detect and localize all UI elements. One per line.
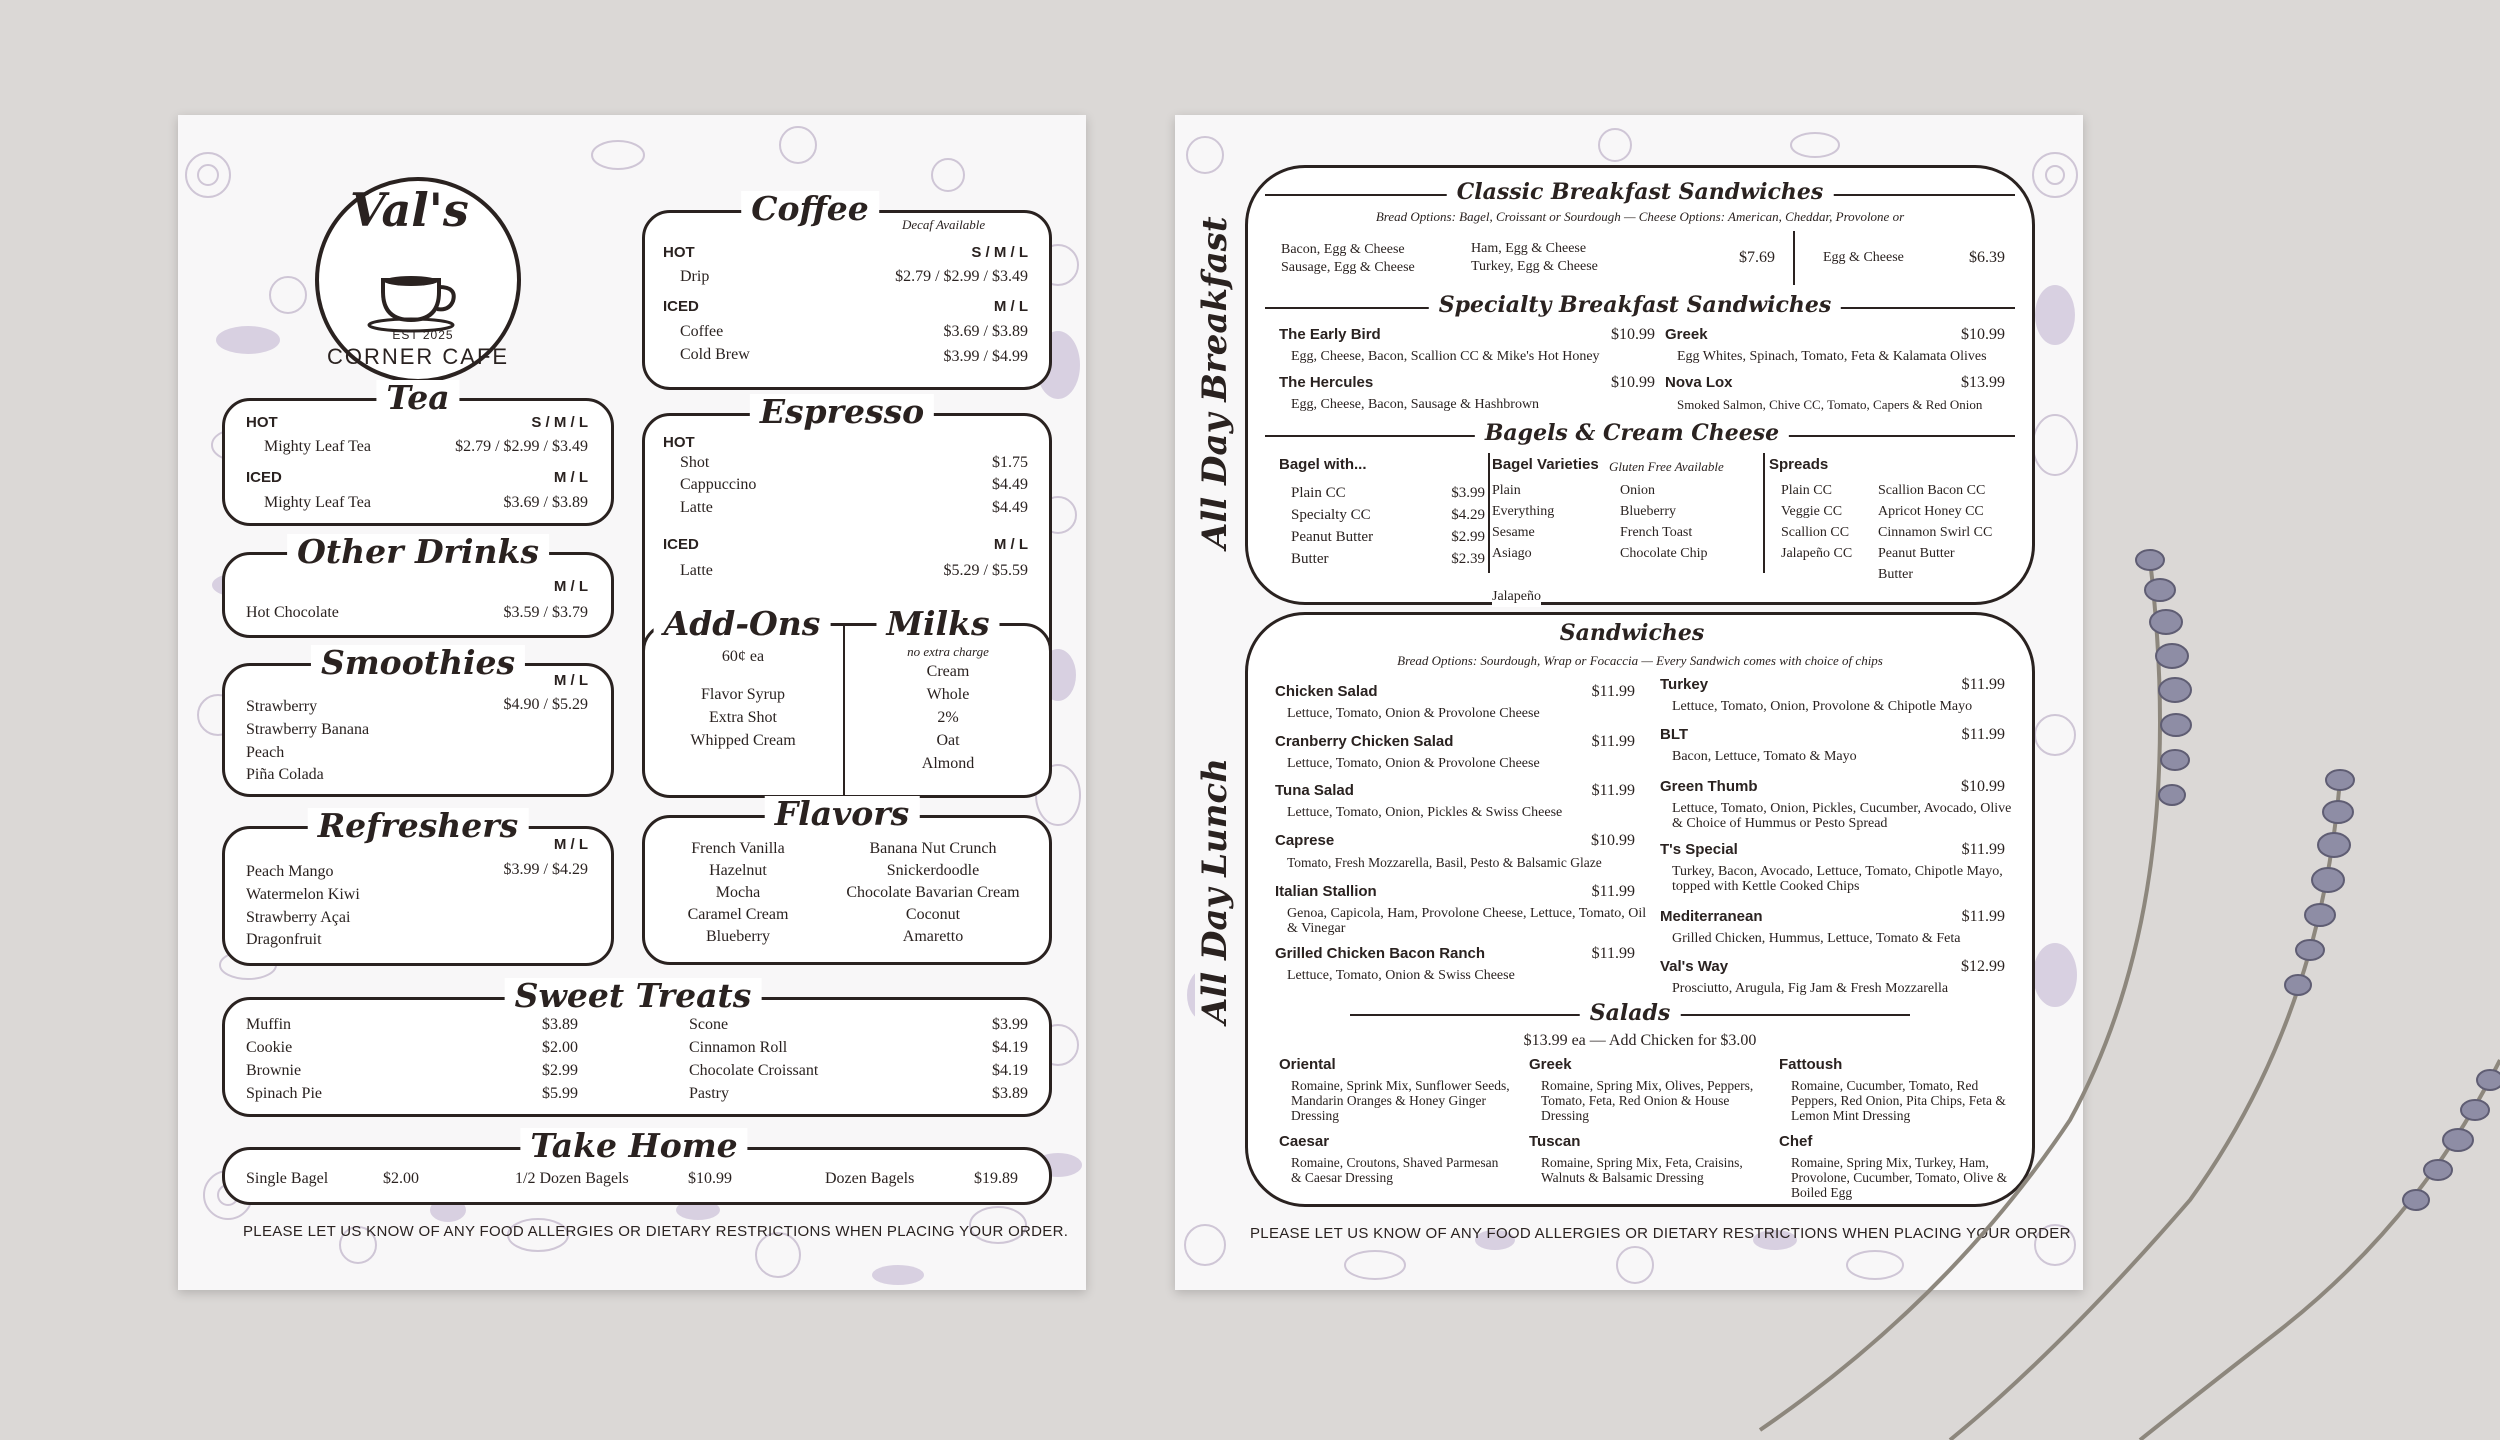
menu-item-name: Oat (936, 732, 960, 749)
menu-item-name: Cappuccino (680, 476, 757, 493)
menu-item-name: Plain (1492, 483, 1521, 498)
menu-item-name: Veggie CC (1781, 504, 1843, 519)
menu-item-name: Greek (1665, 326, 1708, 343)
menu-item-price: $2.00 (383, 1170, 419, 1187)
menu-item-description: Romaine, Spring Mix, Olives, Peppers, Tomato, Feta, Red Onion & House Dressing (1541, 1078, 1754, 1123)
menu-item-price: $10.99 (1611, 374, 1655, 391)
menu-item-name: Butter (1878, 567, 1913, 582)
divider (1488, 453, 1490, 573)
menu-item-name: Nova Lox (1665, 374, 1733, 391)
menu-item-name: Cream (926, 663, 970, 680)
menu-item-name: Cold Brew (680, 346, 750, 363)
menu-item-price: $7.69 (1739, 249, 1775, 266)
bagel-with-heading: Bagel with... (1279, 456, 1367, 473)
coffee-hot-sizes: S / M / L (971, 244, 1028, 261)
decaf-note: Decaf Available (902, 217, 986, 232)
menu-item-name: Fattoush (1779, 1056, 1843, 1073)
menu-item-name: Chocolate Croissant (689, 1062, 819, 1079)
menu-item-name: Amaretto (902, 928, 964, 945)
menu-item-name: Oriental (1279, 1056, 1336, 1073)
allergy-notice: PLEASE LET US KNOW OF ANY FOOD ALLERGIES OR DIETARY RESTRICTIONS WHEN PLACING YOUR ORDER (1250, 1225, 2071, 1242)
specialty-breakfast-title: Specialty Breakfast Sandwiches (1429, 292, 1841, 318)
menu-item-name: Peanut Butter (1878, 546, 1955, 561)
menu-page-drinks (178, 115, 1086, 1290)
menu-item-price: $3.59 / $3.79 (503, 604, 588, 621)
refreshers-title: Refreshers (308, 808, 529, 844)
menu-item-name: Jalapeño CC (1781, 546, 1853, 561)
other-drinks-title: Other Drinks (287, 534, 549, 570)
menu-item-name: Greek (1529, 1056, 1572, 1073)
menu-item-name: Hazelnut (709, 862, 767, 879)
menu-item-name: Muffin (246, 1016, 292, 1033)
logo-established: EST 2025 (392, 328, 454, 342)
menu-item-description: Genoa, Capicola, Ham, Provolone Cheese, Lettuce, Tomato, Oil & Vinegar (1287, 906, 1647, 936)
menu-item-description: Prosciutto, Arugula, Fig Jam & Fresh Mozzarella (1672, 981, 1949, 996)
menu-item-price: $11.99 (1591, 782, 1635, 799)
menu-item-description: Bacon, Lettuce, Tomato & Mayo (1672, 749, 1857, 764)
menu-item-price: $11.99 (1591, 683, 1635, 700)
milks-note: no extra charge (907, 644, 989, 659)
menu-item-name: Sausage, Egg & Cheese (1281, 260, 1415, 275)
menu-item-name: Peach Mango (246, 863, 334, 880)
sandwiches-title: Sandwiches (1550, 620, 1715, 646)
bagels-title: Bagels & Cream Cheese (1475, 420, 1789, 446)
menu-item-price: $6.39 (1969, 249, 2005, 266)
menu-item-price: $11.99 (1591, 945, 1635, 962)
sandwiches-note: Bread Options: Sourdough, Wrap or Focaccia — Every Sandwich comes with choice of chips (1397, 653, 1883, 668)
menu-item-name: Ham, Egg & Cheese (1471, 241, 1587, 256)
menu-item-price: $5.29 / $5.59 (943, 562, 1028, 579)
menu-item-name: Watermelon Kiwi (246, 886, 360, 903)
menu-item-description: Romaine, Spring Mix, Feta, Craisins, Walnuts & Balsamic Dressing (1541, 1155, 1743, 1185)
coffee-title: Coffee (741, 191, 879, 227)
menu-item-name: Mediterranean (1660, 908, 1763, 925)
menu-item-name: Banana Nut Crunch (869, 840, 997, 857)
menu-item-name: Scallion Bacon CC (1878, 483, 1986, 498)
menu-item-price: $10.99 (1961, 778, 2005, 795)
menu-item-description: Grilled Chicken, Hummus, Lettuce, Tomato & Feta (1672, 931, 1961, 946)
menu-item-price: $5.99 (542, 1085, 578, 1102)
tea-iced-sizes: M / L (553, 469, 588, 486)
menu-item-description: Lettuce, Tomato, Onion & Provolone Cheese (1287, 706, 1540, 721)
menu-item-name: Pastry (689, 1085, 729, 1102)
addons-title: Add-Ons (654, 606, 831, 642)
menu-item-price: $3.99 / $4.99 (943, 348, 1028, 365)
take-home-title: Take Home (520, 1128, 747, 1164)
menu-item-name: Spinach Pie (246, 1085, 322, 1102)
menu-item-price: $2.79 / $2.99 / $3.49 (455, 438, 588, 455)
menu-item-price: $4.29 (1451, 507, 1485, 523)
menu-item-price: $2.99 (542, 1062, 578, 1079)
menu-item-description: Lettuce, Tomato, Onion, Provolone & Chipotle Mayo (1672, 699, 1973, 714)
menu-item-description: Romaine, Cucumber, Tomato, Red Peppers, Red Onion, Pita Chips, Feta & Lemon Mint Dressing (1791, 1078, 2006, 1123)
menu-item-price: $2.39 (1451, 551, 1485, 567)
menu-item-description: Romaine, Sprink Mix, Sunflower Seeds, Mandarin Oranges & Honey Ginger Dressing (1291, 1078, 1510, 1123)
other-sizes: M / L (553, 578, 588, 595)
all-day-breakfast-title: All Day Breakfast (1195, 210, 1235, 555)
menu-item-name: Cinnamon Roll (689, 1039, 788, 1056)
menu-item-name: Sesame (1492, 525, 1535, 540)
menu-item-price: $3.69 / $3.89 (943, 323, 1028, 340)
tea-hot-sizes: S / M / L (531, 414, 588, 431)
salads-title: Salads (1580, 1000, 1681, 1026)
menu-item-name: Tuna Salad (1275, 782, 1354, 799)
menu-item-name: Strawberry Açai (246, 909, 351, 926)
menu-item-name: Bacon, Egg & Cheese (1281, 242, 1405, 257)
espresso-hot-label: HOT (663, 434, 695, 451)
tea-title: Tea (376, 380, 459, 416)
menu-item-name: 1/2 Dozen Bagels (515, 1170, 629, 1187)
menu-item-description: Egg Whites, Spinach, Tomato, Feta & Kalamata Olives (1677, 349, 1987, 364)
salads-price: $13.99 ea — Add Chicken for $3.00 (1523, 1032, 1757, 1049)
menu-item-name: Blueberry (1620, 504, 1676, 519)
menu-item-description: Smoked Salmon, Chive CC, Tomato, Capers & Red Onion (1677, 397, 1983, 412)
menu-item-name: Hot Chocolate (246, 604, 339, 621)
all-day-lunch-title: All Day Lunch (1195, 752, 1235, 1030)
coffee-iced-sizes: M / L (993, 298, 1028, 315)
menu-item-name: Peach (246, 744, 285, 761)
menu-item-name: Almond (921, 755, 975, 772)
coffee-hot-label: HOT (663, 244, 695, 261)
menu-item-name: Plain CC (1291, 485, 1346, 501)
allergy-notice: PLEASE LET US KNOW OF ANY FOOD ALLERGIES OR DIETARY RESTRICTIONS WHEN PLACING YOUR ORDER. (243, 1223, 1069, 1240)
menu-item-price: $11.99 (1961, 676, 2005, 693)
menu-item-name: Tuscan (1529, 1133, 1581, 1150)
menu-item-name: Caramel Cream (687, 906, 789, 923)
menu-item-price: $4.19 (992, 1062, 1028, 1079)
menu-item-price: $10.99 (1961, 326, 2005, 343)
menu-item-price: $1.75 (992, 454, 1028, 471)
menu-item-name: Caesar (1279, 1133, 1330, 1150)
menu-item-description: Romaine, Croutons, Shaved Parmesan & Caesar Dressing (1291, 1155, 1499, 1185)
espresso-iced-label: ICED (663, 536, 699, 553)
menu-item-description: Lettuce, Tomato, Onion, Pickles & Swiss Cheese (1287, 805, 1563, 820)
menu-item-price: $2.99 (1451, 529, 1485, 545)
menu-item-description: Lettuce, Tomato, Onion & Provolone Cheese (1287, 756, 1540, 771)
menu-item-name: Jalapeño (1492, 587, 1541, 607)
menu-item-name: Extra Shot (709, 709, 777, 726)
menu-item-price: $11.99 (1591, 883, 1635, 900)
menu-item-description: Lettuce, Tomato, Onion & Swiss Cheese (1287, 968, 1515, 983)
menu-item-name: Mighty Leaf Tea (264, 494, 371, 511)
menu-item-name: Grilled Chicken Bacon Ranch (1275, 945, 1486, 962)
menu-item-name: Piña Colada (246, 766, 324, 783)
menu-item-name: Flavor Syrup (701, 686, 785, 703)
menu-item-price: $10.99 (688, 1170, 732, 1187)
menu-item-name: Val's Way (1660, 958, 1729, 975)
espresso-title: Espresso (750, 394, 934, 430)
menu-item-price: $11.99 (1591, 733, 1635, 750)
menu-item-price: $11.99 (1961, 726, 2005, 743)
menu-item-name: Peanut Butter (1291, 529, 1374, 545)
refreshers-sizes: M / L (553, 836, 588, 853)
menu-item-name: Cranberry Chicken Salad (1275, 733, 1454, 750)
menu-item-price: $10.99 (1611, 326, 1655, 343)
menu-item-name: Specialty CC (1291, 507, 1371, 523)
menu-item-description: Lettuce, Tomato, Onion, Pickles, Cucumber, Avocado, Olive & Choice of Hummus or Pesto Spread (1672, 801, 2012, 831)
menu-item-name: French Toast (1620, 525, 1693, 540)
refreshers-price: $3.99 / $4.29 (503, 861, 588, 878)
menu-item-name: Single Bagel (246, 1170, 329, 1187)
menu-item-name: Green Thumb (1660, 778, 1758, 795)
menu-item-name: Everything (1492, 504, 1555, 519)
smoothies-title: Smoothies (311, 645, 525, 681)
menu-item-name: T's Special (1660, 841, 1738, 858)
menu-item-price: $4.19 (992, 1039, 1028, 1056)
milks-title: Milks (876, 606, 999, 642)
addons-milks-divider (843, 623, 845, 798)
menu-item-name: French Vanilla (691, 840, 785, 857)
menu-item-name: Latte (680, 562, 713, 579)
espresso-iced-sizes: M / L (993, 536, 1028, 553)
classic-note: Bread Options: Bagel, Croissant or Sourdough — Cheese Options: American, Cheddar, Provolone or (1375, 209, 1905, 224)
menu-item-name: Snickerdoodle (886, 862, 980, 879)
menu-item-name: Shot (680, 454, 710, 471)
menu-item-name: Plain CC (1781, 483, 1832, 498)
menu-item-name: Turkey, Egg & Cheese (1471, 259, 1598, 274)
coffee-iced-label: ICED (663, 298, 699, 315)
menu-item-name: Cookie (246, 1039, 293, 1056)
menu-item-price: $11.99 (1961, 841, 2005, 858)
menu-item-price: $3.89 (992, 1085, 1028, 1102)
menu-item-price: $11.99 (1961, 908, 2005, 925)
classic-breakfast-title: Classic Breakfast Sandwiches (1447, 179, 1834, 205)
menu-item-name: The Early Bird (1279, 326, 1381, 343)
menu-item-price: $4.49 (992, 476, 1028, 493)
menu-item-name: Scallion CC (1781, 525, 1850, 540)
menu-item-name: Asiago (1492, 546, 1532, 561)
gluten-free-note: Gluten Free Available (1609, 459, 1724, 474)
menu-item-price: $3.99 (992, 1016, 1028, 1033)
logo-script-name: Val's (350, 183, 469, 237)
menu-item-name: Coffee (680, 323, 724, 340)
menu-item-name: Mighty Leaf Tea (264, 438, 371, 455)
divider (1793, 231, 1795, 285)
menu-item-name: Italian Stallion (1275, 883, 1377, 900)
menu-item-name: Chocolate Bavarian Cream (846, 884, 1020, 901)
menu-item-price: $13.99 (1961, 374, 2005, 391)
menu-item-description: Egg, Cheese, Bacon, Sausage & Hashbrown (1291, 397, 1540, 412)
menu-item-name: BLT (1660, 726, 1689, 743)
menu-item-name: Chef (1779, 1133, 1813, 1150)
menu-item-name: Chicken Salad (1275, 683, 1378, 700)
menu-item-name: 2% (937, 709, 959, 726)
spreads-heading: Spreads (1769, 456, 1829, 473)
menu-item-price: $2.00 (542, 1039, 578, 1056)
menu-item-name: Turkey (1660, 676, 1709, 693)
bagel-varieties-heading: Bagel Varieties (1492, 456, 1599, 473)
menu-item-description: Turkey, Bacon, Avocado, Lettuce, Tomato, Chipotle Mayo, topped with Kettle Cooked Chips (1672, 864, 2003, 894)
menu-item-name: Blueberry (706, 928, 770, 945)
menu-item-name: Dragonfruit (246, 931, 322, 948)
flavors-title: Flavors (765, 796, 920, 832)
menu-item-name: Strawberry Banana (246, 721, 370, 738)
menu-item-name: Scone (689, 1016, 729, 1033)
menu-item-description: Romaine, Spring Mix, Turkey, Ham, Provolone, Cucumber, Tomato, Olive & Boiled Egg (1791, 1155, 2008, 1200)
menu-item-name: Mocha (715, 884, 761, 901)
menu-item-name: Whipped Cream (690, 732, 796, 749)
menu-item-price: $3.89 (542, 1016, 578, 1033)
tea-hot-label: HOT (246, 414, 278, 431)
menu-item-description: Egg, Cheese, Bacon, Scallion CC & Mike's Hot Honey (1291, 349, 1600, 364)
menu-item-name: Strawberry (246, 698, 318, 715)
menu-item-name: Coconut (905, 906, 961, 923)
menu-item-price: $3.99 (1451, 485, 1485, 501)
menu-item-price: $10.99 (1591, 832, 1635, 849)
menu-item-name: Drip (680, 268, 710, 285)
smoothies-price: $4.90 / $5.29 (503, 696, 588, 713)
menu-item-name: Dozen Bagels (825, 1170, 915, 1187)
smoothies-sizes: M / L (553, 672, 588, 689)
menu-item-name: The Hercules (1279, 374, 1374, 391)
menu-item-name: Brownie (246, 1062, 302, 1079)
menu-item-name: Caprese (1275, 832, 1335, 849)
menu-item-price: $12.99 (1961, 958, 2005, 975)
menu-item-name: Onion (1620, 483, 1655, 498)
menu-item-description: Tomato, Fresh Mozzarella, Basil, Pesto & Balsamic Glaze (1287, 855, 1602, 870)
menu-item-name: Chocolate Chip (1620, 546, 1708, 561)
menu-item-name: Cinnamon Swirl CC (1878, 525, 1993, 540)
menu-item-name: Whole (926, 686, 970, 703)
lavender-decoration (1720, 500, 2500, 1440)
menu-item-price: $19.89 (974, 1170, 1018, 1187)
sweet-treats-title: Sweet Treats (505, 978, 762, 1014)
menu-item-price: $3.69 / $3.89 (503, 494, 588, 511)
menu-item-name: Egg & Cheese (1823, 250, 1904, 265)
logo-corner-cafe: CORNER CAFE (326, 344, 510, 369)
addons-price: 60¢ ea (721, 648, 765, 665)
menu-item-name: Butter (1291, 551, 1329, 567)
menu-item-price: $4.49 (992, 499, 1028, 516)
menu-item-price: $2.79 / $2.99 / $3.49 (895, 268, 1028, 285)
tea-iced-label: ICED (246, 469, 282, 486)
menu-item-name: Apricot Honey CC (1878, 504, 1984, 519)
menu-item-name: Latte (680, 499, 713, 516)
